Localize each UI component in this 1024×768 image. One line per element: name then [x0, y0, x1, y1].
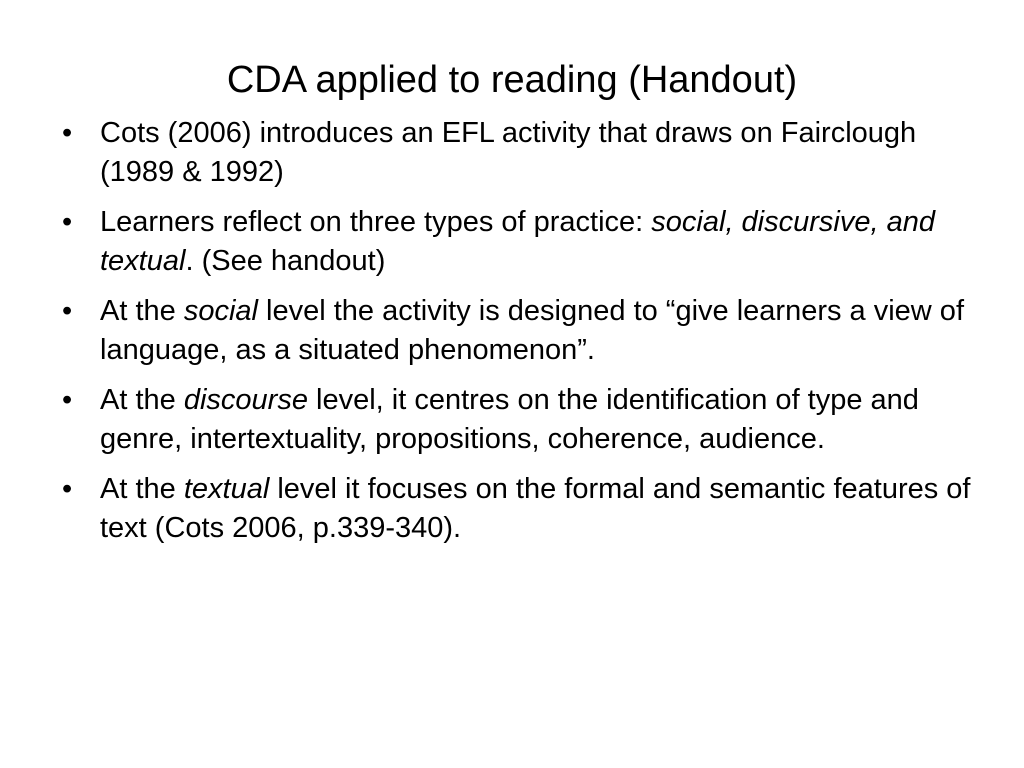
bullet-text: [100, 295, 964, 366]
bullet-text-segment: level the activity is designed to “give learners a view of language, as a situated phenomenon”.: [100, 295, 964, 366]
bullet-emphasis-text: social, discursive, and textual: [100, 206, 935, 277]
bullet-item-practice-types: [60, 203, 980, 281]
bullet-text-segment: . (See handout): [185, 245, 386, 277]
bullet-text: [100, 117, 916, 188]
bullet-item-social-level: [60, 292, 980, 370]
bullet-item-cots-intro: [60, 114, 980, 192]
bullet-emphasis-text: social: [183, 295, 258, 327]
bullet-text-segment: level, it centres on the identification of type and genre, intertextuality, propositions, coherence, audience.: [100, 384, 919, 455]
bullet-list: [60, 114, 980, 559]
bullet-text-segment: At the: [100, 384, 184, 416]
bullet-text: [100, 384, 919, 455]
bullet-text-segment: Cots (2006) introduces an EFL activity that draws on Fairclough (1989 & 1992): [100, 117, 917, 188]
bullet-icon: •: [62, 473, 73, 505]
bullet-text-segment: Learners reflect on three types of practice:: [100, 206, 652, 238]
bullet-icon: •: [62, 206, 73, 238]
bullet-text-segment: level it focuses on the formal and semantic features of text (Cots 2006, p.339-340).: [100, 473, 971, 544]
bullet-icon: •: [62, 384, 73, 416]
bullet-icon: •: [62, 117, 73, 149]
bullet-icon: •: [62, 295, 73, 327]
slide-title: CDA applied to reading (Handout): [226, 59, 798, 101]
bullet-item-discourse-level: [60, 381, 980, 459]
bullet-text-segment: At the: [100, 473, 184, 505]
bullet-text-segment: At the: [100, 295, 184, 327]
bullet-text: [100, 473, 970, 544]
bullet-emphasis-text: textual: [183, 473, 270, 505]
bullet-item-textual-level: [60, 470, 980, 548]
bullet-text: [100, 206, 935, 277]
bullet-emphasis-text: discourse: [183, 384, 308, 416]
